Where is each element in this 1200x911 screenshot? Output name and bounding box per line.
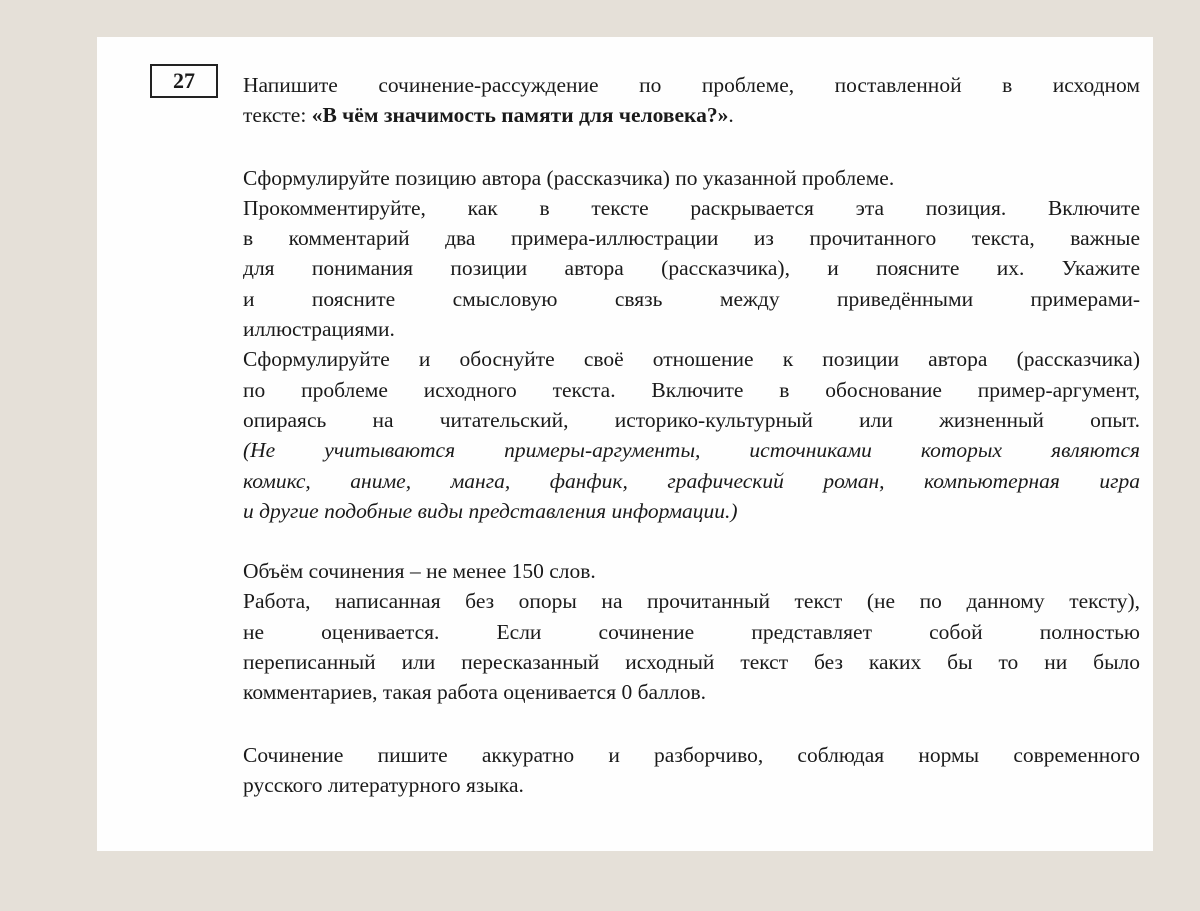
closing-line: Сочинение пишите аккуратно и разборчиво, соблюдая нормы современного	[243, 742, 1140, 767]
requirement-line: комментариев, такая работа оценивается 0 баллов.	[243, 680, 707, 705]
instruction-line: в комментарий два примера-иллюстрации из прочитанного текста, важные	[243, 226, 1140, 251]
instruction-line: по проблеме исходного текста. Включите в обоснование пример-аргумент,	[243, 377, 1140, 402]
requirement-line: переписанный или пересказанный исходный текст без каких бы то ни было	[243, 650, 1140, 675]
note-line: (Не учитываются примеры-аргументы, источниками которых являются	[243, 438, 1140, 463]
instruction-line: иллюстрациями.	[243, 317, 395, 342]
document-page	[97, 37, 1153, 851]
closing-line: русского литературного языка.	[243, 772, 524, 797]
note-line: комикс, аниме, манга, фанфик, графический роман, компьютерная игра	[243, 468, 1140, 493]
instruction-line: Сформулируйте и обоснуйте своё отношение к позиции автора (рассказчика)	[243, 347, 1140, 372]
task-text	[243, 70, 1140, 800]
essay-question: «В чём значимость памяти для человека?»	[311, 103, 729, 128]
intro-line-2	[243, 100, 1140, 130]
intro-prefix: тексте:	[243, 103, 312, 128]
task-number-box: 27	[150, 64, 218, 98]
requirement-line: Объём сочинения – не менее 150 слов.	[243, 559, 596, 584]
requirement-line: не оценивается. Если сочинение представляет собой полностью	[243, 619, 1140, 644]
instruction-line: для понимания позиции автора (рассказчика), и поясните их. Укажите	[243, 256, 1140, 281]
instruction-line: и поясните смысловую связь между приведёнными примерами-	[243, 286, 1140, 311]
instruction-line: опираясь на читательский, историко-культурный или жизненный опыт.	[243, 407, 1140, 432]
instruction-line: Сформулируйте позицию автора (рассказчика) по указанной проблеме.	[243, 165, 895, 190]
instruction-line: Прокомментируйте, как в тексте раскрывается эта позиция. Включите	[243, 195, 1140, 220]
note-line: и другие подобные виды представления информации.)	[243, 498, 738, 523]
requirement-line: Работа, написанная без опоры на прочитанный текст (не по данному тексту),	[243, 589, 1140, 614]
intro-suffix: .	[728, 103, 734, 128]
intro-line-1: Напишите сочинение-рассуждение по проблеме, поставленной в исходном	[243, 73, 1140, 97]
